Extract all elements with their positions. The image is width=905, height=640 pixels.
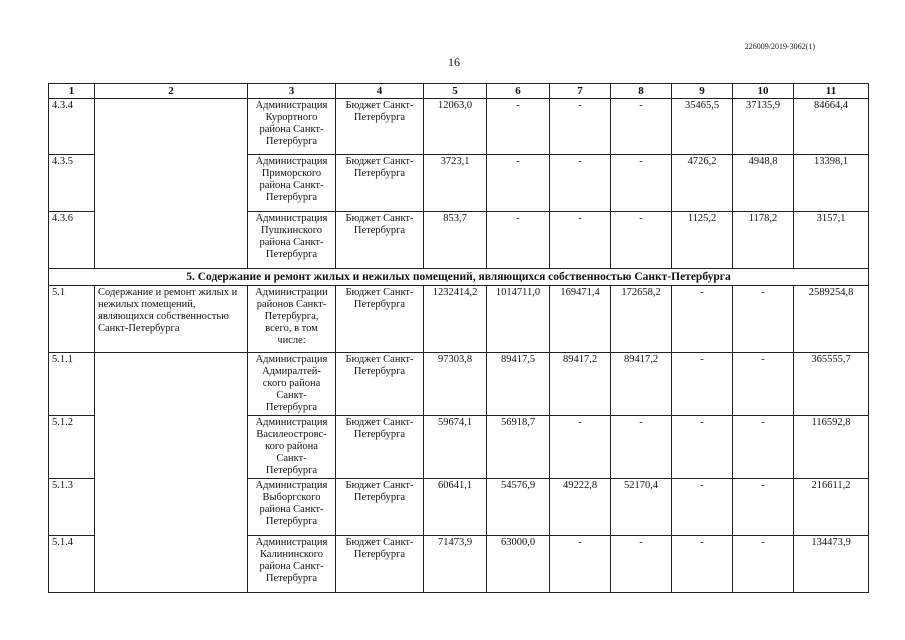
section-title: 5. Содержание и ремонт жилых и нежилых помещений, являющихся собственностью Санкт-Петербурга (49, 269, 869, 286)
item-name-empty (95, 353, 248, 593)
value-cell: 52170,4 (611, 479, 672, 536)
value-cell: - (733, 479, 794, 536)
row-code: 5.1.4 (49, 536, 95, 593)
value-cell: 54576,9 (487, 479, 550, 536)
value-cell: 12063,0 (424, 99, 487, 155)
source-cell: Бюджет Санкт-Петербурга (336, 536, 424, 593)
value-cell: - (733, 353, 794, 416)
value-cell: - (487, 155, 550, 212)
value-cell: - (550, 212, 611, 269)
value-cell: 169471,4 (550, 286, 611, 353)
value-cell: 49222,8 (550, 479, 611, 536)
row-code: 5.1.3 (49, 479, 95, 536)
value-cell: 216611,2 (794, 479, 869, 536)
value-cell: - (733, 286, 794, 353)
org-cell: Администрация Василеостровс-кого района Санкт-Петербурга (248, 416, 336, 479)
table-row (49, 99, 869, 155)
value-cell: 56918,7 (487, 416, 550, 479)
value-cell: 59674,1 (424, 416, 487, 479)
org-cell: Администрации районов Санкт-Петербурга, всего, в том числе: (248, 286, 336, 353)
row-code: 5.1.2 (49, 416, 95, 479)
value-cell: - (672, 416, 733, 479)
value-cell: 172658,2 (611, 286, 672, 353)
value-cell: 2589254,8 (794, 286, 869, 353)
column-header: 8 (611, 84, 672, 99)
row-code: 4.3.6 (49, 212, 95, 269)
item-name-empty (95, 99, 248, 269)
row-code: 4.3.5 (49, 155, 95, 212)
value-cell: 35465,5 (672, 99, 733, 155)
column-header: 4 (336, 84, 424, 99)
column-header: 1 (49, 84, 95, 99)
value-cell: - (733, 536, 794, 593)
column-header: 5 (424, 84, 487, 99)
value-cell: 71473,9 (424, 536, 487, 593)
value-cell: 116592,8 (794, 416, 869, 479)
value-cell: - (672, 479, 733, 536)
value-cell: 97303,8 (424, 353, 487, 416)
value-cell: - (550, 155, 611, 212)
table-row (49, 286, 869, 353)
value-cell: 60641,1 (424, 479, 487, 536)
table-row (49, 353, 869, 416)
source-cell: Бюджет Санкт-Петербурга (336, 212, 424, 269)
org-cell: Администрация Адмиралтей-ского района Санкт-Петербурга (248, 353, 336, 416)
value-cell: 134473,9 (794, 536, 869, 593)
value-cell: - (672, 536, 733, 593)
source-cell: Бюджет Санкт-Петербурга (336, 416, 424, 479)
source-cell: Бюджет Санкт-Петербурга (336, 353, 424, 416)
value-cell: - (611, 416, 672, 479)
value-cell: 1178,2 (733, 212, 794, 269)
page-number: 16 (448, 55, 460, 69)
value-cell: 4726,2 (672, 155, 733, 212)
row-code: 4.3.4 (49, 99, 95, 155)
value-cell: 3723,1 (424, 155, 487, 212)
value-cell: 37135,9 (733, 99, 794, 155)
value-cell: 13398,1 (794, 155, 869, 212)
org-cell: Администрация Калининского района Санкт-Петербурга (248, 536, 336, 593)
value-cell: 3157,1 (794, 212, 869, 269)
value-cell: - (550, 99, 611, 155)
value-cell: 1232414,2 (424, 286, 487, 353)
org-cell: Администрация Выборгского района Санкт-Петербурга (248, 479, 336, 536)
column-header: 7 (550, 84, 611, 99)
value-cell: - (611, 155, 672, 212)
value-cell: 63000,0 (487, 536, 550, 593)
budget-table (48, 83, 869, 593)
value-cell: - (611, 212, 672, 269)
value-cell: 84664,4 (794, 99, 869, 155)
value-cell: - (611, 99, 672, 155)
value-cell: - (550, 536, 611, 593)
value-cell: - (672, 286, 733, 353)
value-cell: 1125,2 (672, 212, 733, 269)
value-cell: 853,7 (424, 212, 487, 269)
column-header: 2 (95, 84, 248, 99)
item-name: Содержание и ремонт жилых и нежилых помещений, являющихся собственностью Санкт-Петербурга (95, 286, 248, 353)
value-cell: - (611, 536, 672, 593)
value-cell: 365555,7 (794, 353, 869, 416)
value-cell: - (733, 416, 794, 479)
column-header: 9 (672, 84, 733, 99)
column-header: 10 (733, 84, 794, 99)
value-cell: 89417,2 (611, 353, 672, 416)
org-cell: Администрация Курортного района Санкт-Петербурга (248, 99, 336, 155)
value-cell: - (672, 353, 733, 416)
column-number-row (49, 84, 869, 99)
org-cell: Администрация Пушкинского района Санкт-Петербурга (248, 212, 336, 269)
source-cell: Бюджет Санкт-Петербурга (336, 286, 424, 353)
column-header: 11 (794, 84, 869, 99)
source-cell: Бюджет Санкт-Петербурга (336, 479, 424, 536)
value-cell: 4948,8 (733, 155, 794, 212)
value-cell: - (487, 212, 550, 269)
value-cell: 89417,5 (487, 353, 550, 416)
section-header-row (49, 269, 869, 286)
column-header: 3 (248, 84, 336, 99)
value-cell: 1014711,0 (487, 286, 550, 353)
row-code: 5.1.1 (49, 353, 95, 416)
org-cell: Администрация Приморского района Санкт-Петербурга (248, 155, 336, 212)
source-cell: Бюджет Санкт-Петербурга (336, 155, 424, 212)
source-cell: Бюджет Санкт-Петербурга (336, 99, 424, 155)
row-code: 5.1 (49, 286, 95, 353)
column-header: 6 (487, 84, 550, 99)
value-cell: 89417,2 (550, 353, 611, 416)
document-code: 226009/2019-3062(1) (744, 42, 815, 51)
value-cell: - (487, 99, 550, 155)
value-cell: - (550, 416, 611, 479)
